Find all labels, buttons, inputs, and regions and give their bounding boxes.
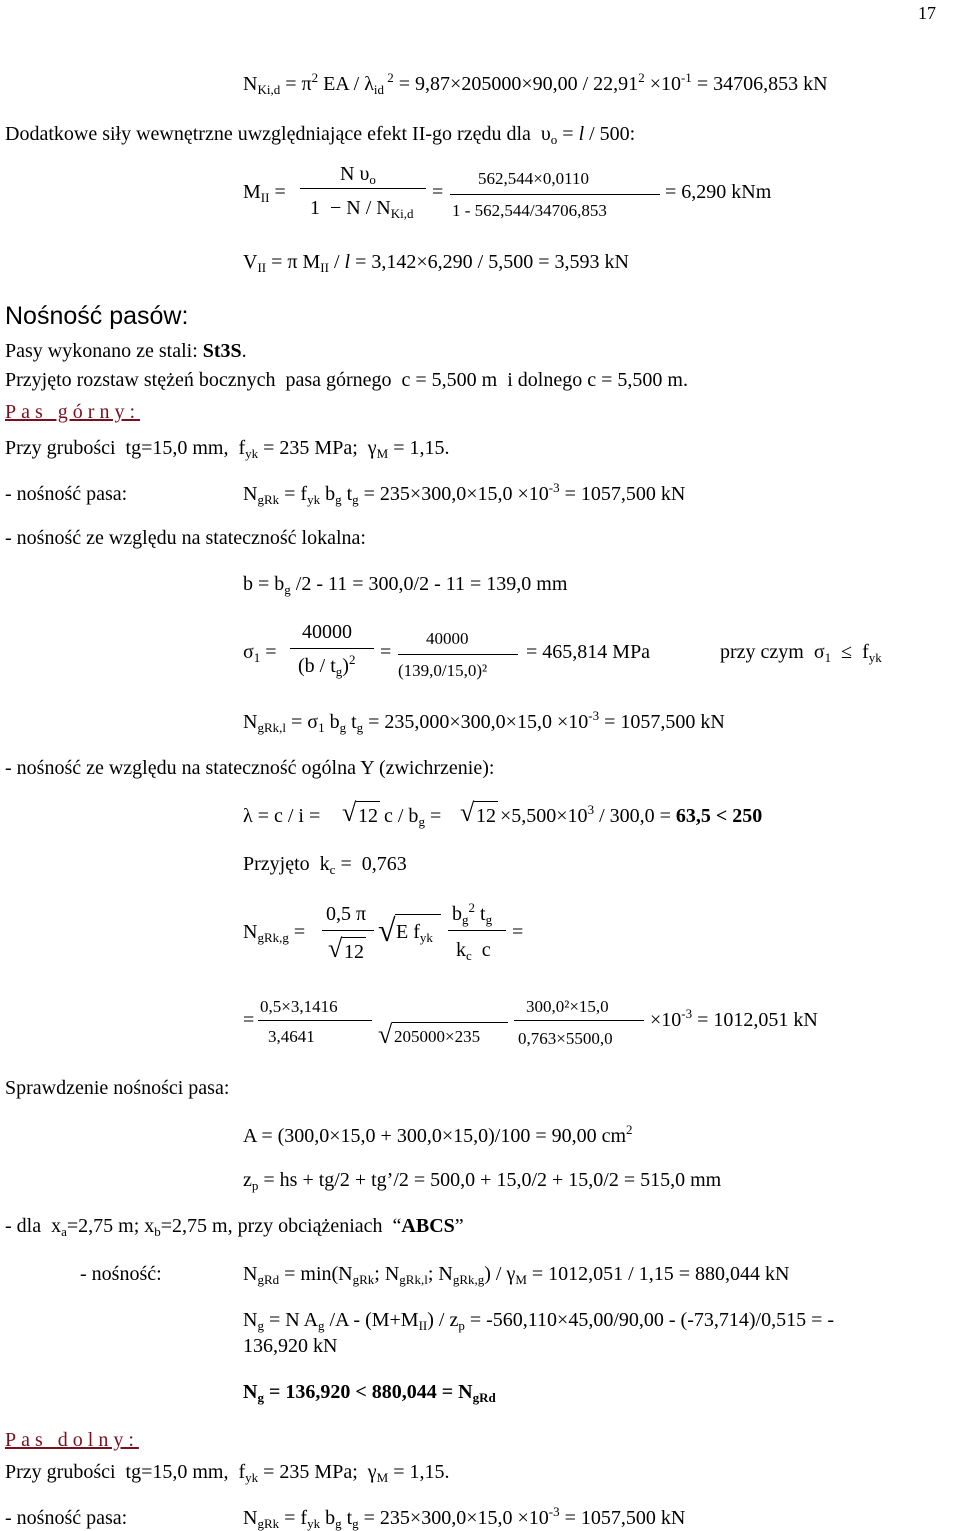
sigma-denominator-2: (139,0/15,0)² — [398, 661, 488, 680]
ogolna-text: - nośność ze względu na stateczność ogólna Y (zwichrzenie): — [5, 757, 495, 779]
calc-numerator-2: 300,0²×15,0 — [526, 997, 609, 1016]
sigma-numerator-2: 40000 — [426, 629, 469, 648]
przy-czym-text: przy czym $\sigma_1 \le f_{yk}$ — [720, 641, 882, 665]
calc-denominator-2: 0,763×5500,0 — [518, 1029, 613, 1048]
sigma-fraction-bar-2 — [398, 654, 518, 655]
sqrt-symbol-5: √ — [378, 1020, 393, 1049]
mii-numerator-1: N $\upsilon_o$ — [340, 163, 376, 187]
nki-formula: $N_{Ki,d} = \pi^2$ EA / $\lambda_{id}$ $^2 = 9,87\times 205000\times 90,00 / 22,91^2 \times 10^{-1} = 34706,853$ kN — [243, 70, 828, 97]
sqrt-overline-1 — [356, 801, 380, 802]
nosnosc-pasa-label-1: - nośność pasa: — [5, 483, 128, 505]
ngrk-formula-1: $N_{gRk} = f_{yk}$ $b_g$ $t_g = 235\times 300,0\times 15,0 \times 10^{-3} = 1057,500$ kN — [243, 480, 686, 507]
mii-denominator-2: 1 - 562,544/34706,853 — [452, 201, 607, 220]
ngrkg-denominator-1: 12 — [344, 941, 364, 963]
page-number: 17 — [918, 3, 936, 23]
sqrt-symbol-2: √ — [460, 798, 475, 827]
mii-fraction-bar-1 — [300, 188, 426, 189]
section-heading-nosnosc: Nośność pasów: — [5, 302, 189, 330]
ngrkg-radicand: E $f_{yk}$ — [396, 921, 433, 945]
sigma-denominator-1: $(b / t_g)^2$ — [298, 652, 356, 679]
ngrk-formula-3: $N_{gRk} = f_{yk}$ $b_g$ $t_g = 235\times 300,0\times 15,0 \times 10^{-3} = 1057,500$ kN — [243, 1504, 686, 1531]
lokalna-text: - nośność ze względu na stateczność lokalna: — [5, 527, 366, 549]
pas-gorny-heading: Pas górny: — [5, 401, 140, 423]
vii-formula: $V_{II} = \pi$ $M_{II} / l = 3,142\times 6,290 / 5,500 = 3,593$ kN — [243, 251, 629, 275]
grubosc-text-2: Przy grubości tg=15,0 mm, $f_{yk} = 235$ MPa; $\gamma_M = 1,15$. — [5, 1461, 450, 1485]
dla-text: - dla $x_a=2,75$ m; $x_b=2,75$ m, przy obciążeniach “ABCS” — [5, 1215, 464, 1239]
mii-eq: = — [432, 181, 444, 203]
rozstaw-text: Przyjęto rozstaw stężeń bocznych pasa górnego c = 5,500 m i dolnego c = 5,500 m. — [5, 369, 688, 391]
area-formula: A = (300,0×15,0 + 300,0×15,0)/100 = 90,00 $cm^2$ — [243, 1122, 633, 1147]
sqrt-symbol-3: √ — [328, 934, 343, 963]
calc-denominator-1: 3,4641 — [268, 1027, 315, 1046]
sigma-fraction-bar-1 — [290, 648, 374, 649]
calc-fraction-bar-2 — [514, 1020, 644, 1021]
kc-text: Przyjęto $k_c = 0,763$ — [243, 853, 407, 877]
mii-result: = 6,290 kNm — [665, 181, 772, 203]
grubosc-text-1: Przy grubości tg=15,0 mm, $f_{yk} = 235$ MPa; $\gamma_M = 1,15$. — [5, 437, 450, 461]
mii-denominator-1: $1 - N / N_{Ki,d}$ — [310, 197, 414, 221]
sqrt-overline-5 — [392, 1022, 508, 1023]
sigma-eq: = — [380, 641, 392, 663]
b-formula: $b = b_g$ /2 - 11 = 300,0/2 - 11 = 139,0 mm — [243, 573, 568, 597]
ngrkg-denominator-2: $k_c$ c — [456, 939, 491, 963]
calc-result: $\times 10^{-3} = 1012,051$ kN — [650, 1006, 818, 1031]
ngrkg-numerator-2: $b_g^2$ $t_g$ — [452, 900, 493, 927]
sqrt-overline-2 — [474, 801, 498, 802]
lambda-part-c: $\times 5,500\times 10^3 / 300,0 = 63,5 < 250$ — [500, 802, 763, 827]
sprawdzenie-text: Sprawdzenie nośności pasa: — [5, 1077, 230, 1099]
ngrd-formula: $N_{gRd} = \min(N_{gRk}$; $N_{gRk,l}$; $N_{gRk,g}) / \gamma_M = 1012,051 / 1,15 = 880,044$ kN — [243, 1263, 790, 1287]
sigma-result: = 465,814 MPa — [526, 641, 651, 663]
calc-fraction-bar-1 — [258, 1020, 372, 1021]
sigma-lhs: $\sigma_1$ = — [243, 641, 277, 665]
lambda-radicand-2: 12 — [476, 805, 496, 827]
ngrkg-fraction-bar-1 — [322, 930, 374, 931]
dodatkowe-text: Dodatkowe siły wewnętrzne uwzględniające efekt II-go rzędu dla $\upsilon_o = l / 500$: — [5, 123, 636, 147]
calc-radicand: 205000×235 — [394, 1027, 481, 1046]
sqrt-overline-3 — [342, 937, 366, 938]
nosnosc-label-2: - nośność: — [80, 1263, 162, 1285]
calc-eq: = — [243, 1009, 255, 1031]
ngrkg-fraction-bar-2 — [448, 930, 506, 931]
pasy-text: Pasy wykonano ze stali: St3S. — [5, 340, 247, 362]
mii-numerator-2: 562,544×0,0110 — [478, 169, 589, 188]
ngrkg-eq: = — [512, 921, 524, 943]
sqrt-symbol-4: √ — [378, 912, 396, 948]
ng-check: $N_g = 136,920 < 880,044 = N_{gRd}$ — [243, 1381, 496, 1405]
zp-formula: $z_p$ = hs + tg/2 + tg’/2 = 500,0 + 15,0/2 + 15,0/2 = 515,0 mm — [243, 1169, 722, 1193]
ngrkg-lhs: $N_{gRk,g}$ = — [243, 921, 306, 945]
ngrkg-numerator-1: 0,5 π — [326, 903, 367, 925]
lambda-radicand-1: 12 — [358, 805, 378, 827]
sqrt-overline-4 — [395, 914, 441, 915]
lambda-part-b: c / $b_g$ = — [384, 805, 442, 829]
calc-numerator-1: 0,5×3,1416 — [260, 997, 338, 1016]
pas-dolny-heading: Pas dolny: — [5, 1429, 139, 1451]
mii-fraction-bar-2 — [450, 194, 660, 195]
lambda-part-a: λ = c / i = — [243, 805, 321, 827]
sigma-numerator-1: 40000 — [302, 621, 352, 643]
nosnosc-pasa-label-3: - nośność pasa: — [5, 1507, 128, 1529]
ng-formula-1-cont: 136,920 kN — [243, 1335, 338, 1357]
ngrkl-formula: $N_{gRk,l} = \sigma_1$ $b_g$ $t_g = 235,000\times 300,0\times 15,0 \times 10^{-3} = 1057,500$ kN — [243, 708, 725, 735]
ng-formula-1: $N_g = N$ $A_g$ $/A - (M+M_{II}) / z_p = -560,110\times 45,00/90,00 - (-73,714)/0,515$ = - — [243, 1309, 835, 1333]
sqrt-symbol-1: √ — [342, 798, 357, 827]
mii-lhs: $M_{II}$ = — [243, 181, 286, 205]
